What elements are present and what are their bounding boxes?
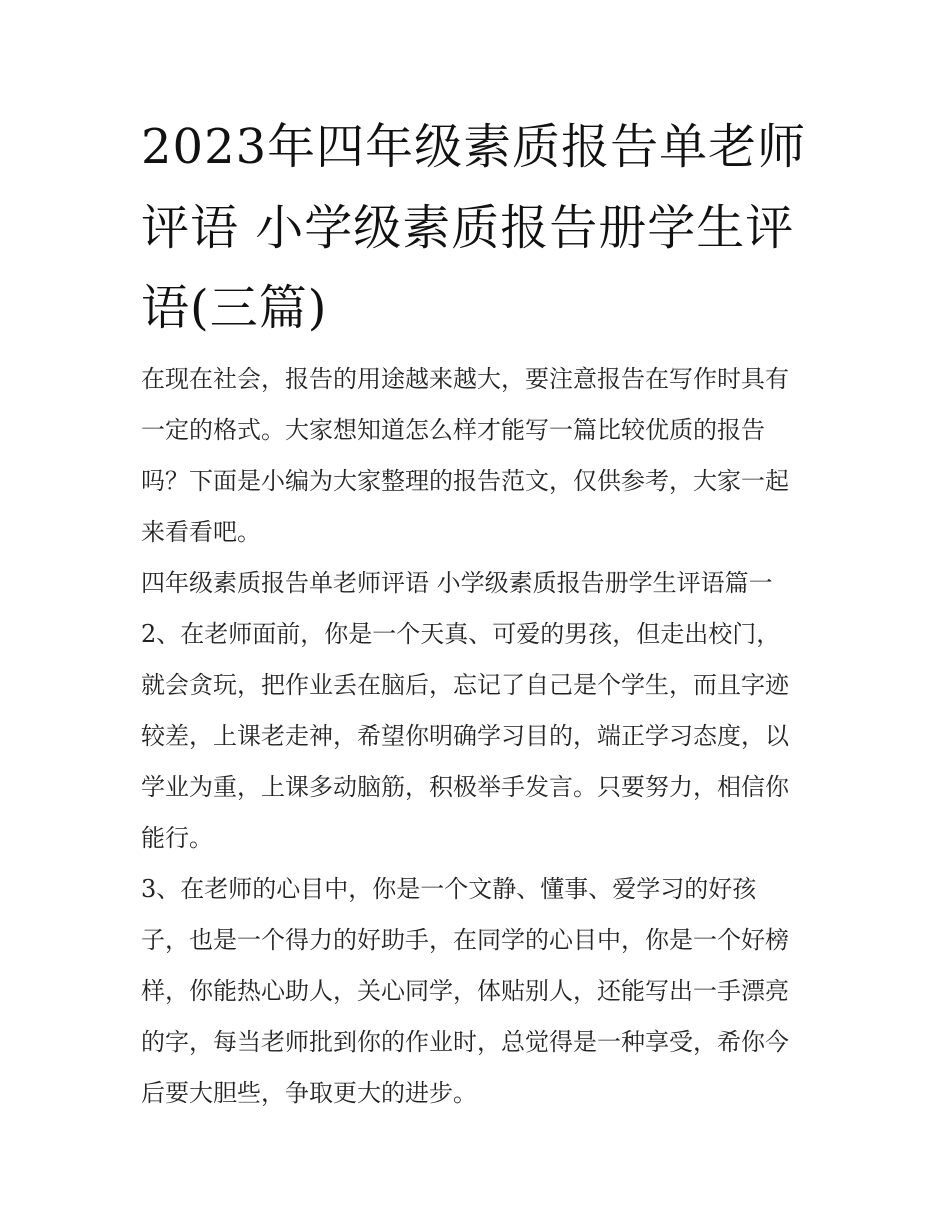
section-heading: 四年级素质报告单老师评语 小学级素质报告册学生评语篇一 bbox=[141, 569, 773, 597]
title-line-3: 语(三篇) bbox=[141, 280, 328, 336]
title-line-1: 2023年四年级素质报告单老师 bbox=[141, 119, 807, 175]
comment-3-line-1: 3、在老师的心目中，你是一个文静、懂事、爱学习的好孩 bbox=[141, 875, 757, 903]
comment-2-line-3: 较差，上课老走神，希望你明确学习目的，端正学习态度，以 bbox=[141, 722, 789, 750]
comment-2-line-2: 就会贪玩，把作业丢在脑后，忘记了自己是个学生，而且字迹 bbox=[141, 671, 789, 699]
comment-3-line-5: 后要大胆些，争取更大的进步。 bbox=[141, 1079, 477, 1107]
intro-line-4: 来看看吧。 bbox=[141, 518, 261, 546]
intro-line-2: 一定的格式。大家想知道怎么样才能写一篇比较优质的报告 bbox=[141, 416, 765, 444]
comment-3-line-4: 的字，每当老师批到你的作业时，总觉得是一种享受，希你今 bbox=[141, 1028, 789, 1056]
comment-3-line-2: 子，也是一个得力的好助手，在同学的心目中，你是一个好榜 bbox=[141, 926, 789, 954]
intro-line-3: 吗？下面是小编为大家整理的报告范文，仅供参考，大家一起 bbox=[141, 467, 789, 495]
comment-2-line-5: 能行。 bbox=[141, 824, 213, 852]
comment-2-line-4: 学业为重，上课多动脑筋，积极举手发言。只要努力，相信你 bbox=[141, 773, 789, 801]
title-line-2: 评语 小学级素质报告册学生评 bbox=[141, 200, 795, 256]
comment-2-line-1: 2、在老师面前，你是一个天真、可爱的男孩，但走出校门， bbox=[141, 620, 781, 648]
comment-3-line-3: 样，你能热心助人，关心同学，体贴别人，还能写出一手漂亮 bbox=[141, 977, 789, 1005]
intro-line-1: 在现在社会，报告的用途越来越大，要注意报告在写作时具有 bbox=[141, 365, 789, 393]
